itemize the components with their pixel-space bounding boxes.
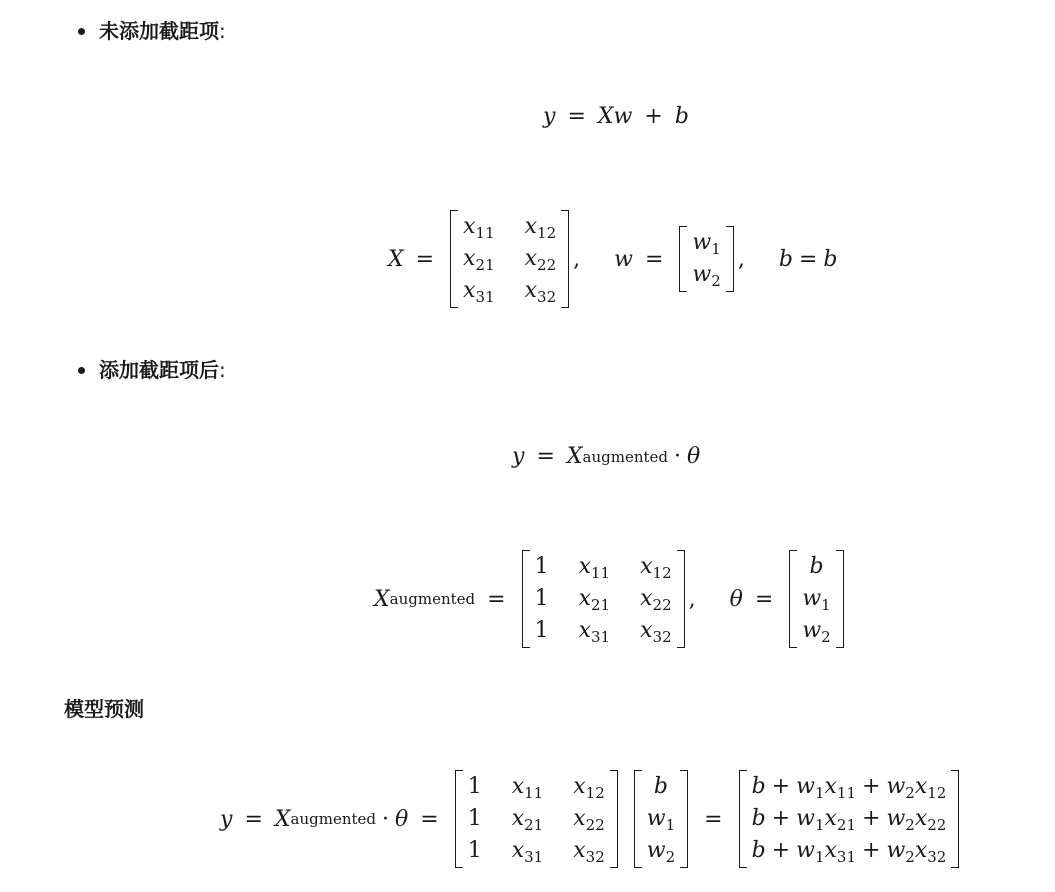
matrix-w: $w_1$ $w_2$ bbox=[679, 226, 733, 292]
bullet-dot-icon bbox=[78, 28, 85, 35]
equation-linear-model: y = X w + b bbox=[543, 104, 689, 129]
matrix-theta-pred: b $w_1$ $w_2$ bbox=[634, 770, 688, 868]
equation-augmented-definitions: X augmented = 1 $x_{11}$ $x_{12}$ 1 $x_{21}$ $x_{22}$ 1 $x_{31}$ $x_{32}$ , θ = b $w_1$ $w_2$ bbox=[374, 550, 848, 648]
matrix-theta: b $w_1$ $w_2$ bbox=[789, 550, 843, 648]
equation-matrix-definitions: X = $x_{11}$ $x_{12}$ $x_{21}$ $x_{22}$ $x_{31}$ $x_{32}$ , w = $w_1$ $w_2$ , b = b bbox=[388, 210, 837, 308]
matrix-X-augmented: 1 $x_{11}$ $x_{12}$ 1 $x_{21}$ $x_{22}$ 1 $x_{31}$ $x_{32}$ bbox=[522, 550, 685, 648]
equation-augmented-model: y = X augmented · θ bbox=[512, 444, 701, 469]
equation-prediction: y = X augmented · θ = 1 $x_{11}$ $x_{12}$ 1 $x_{21}$ $x_{22}$ 1 $x_{31}$ $x_{32}$ b $w_1$ $w_2$ = $b + w_1x_{11} + w_2x_{12}$ $b + w_1x_{21} + w_2x_{22}$ $b + w_1x_{31} + w_2x_{32}$ bbox=[220, 770, 963, 868]
matrix-result: $b + w_1x_{11} + w_2x_{12}$ $b + w_1x_{21} + w_2x_{22}$ $b + w_1x_{31} + w_2x_{32}$ bbox=[739, 770, 960, 868]
bullet-label: 添加截距项后 bbox=[99, 358, 219, 382]
bullet-label: 未添加截距项 bbox=[99, 19, 219, 43]
section-heading-model-prediction: 模型预测 bbox=[64, 697, 144, 721]
matrix-X: $x_{11}$ $x_{12}$ $x_{21}$ $x_{22}$ $x_{31}$ $x_{32}$ bbox=[450, 210, 569, 308]
bullet-colon: : bbox=[219, 358, 226, 382]
matrix-X-augmented-pred: 1 $x_{11}$ $x_{12}$ 1 $x_{21}$ $x_{22}$ 1 $x_{31}$ $x_{32}$ bbox=[455, 770, 618, 868]
bullet-with-intercept bbox=[78, 356, 226, 384]
bullet-dot-icon bbox=[78, 367, 85, 374]
bullet-no-intercept bbox=[78, 17, 226, 45]
bullet-colon: : bbox=[219, 19, 226, 43]
